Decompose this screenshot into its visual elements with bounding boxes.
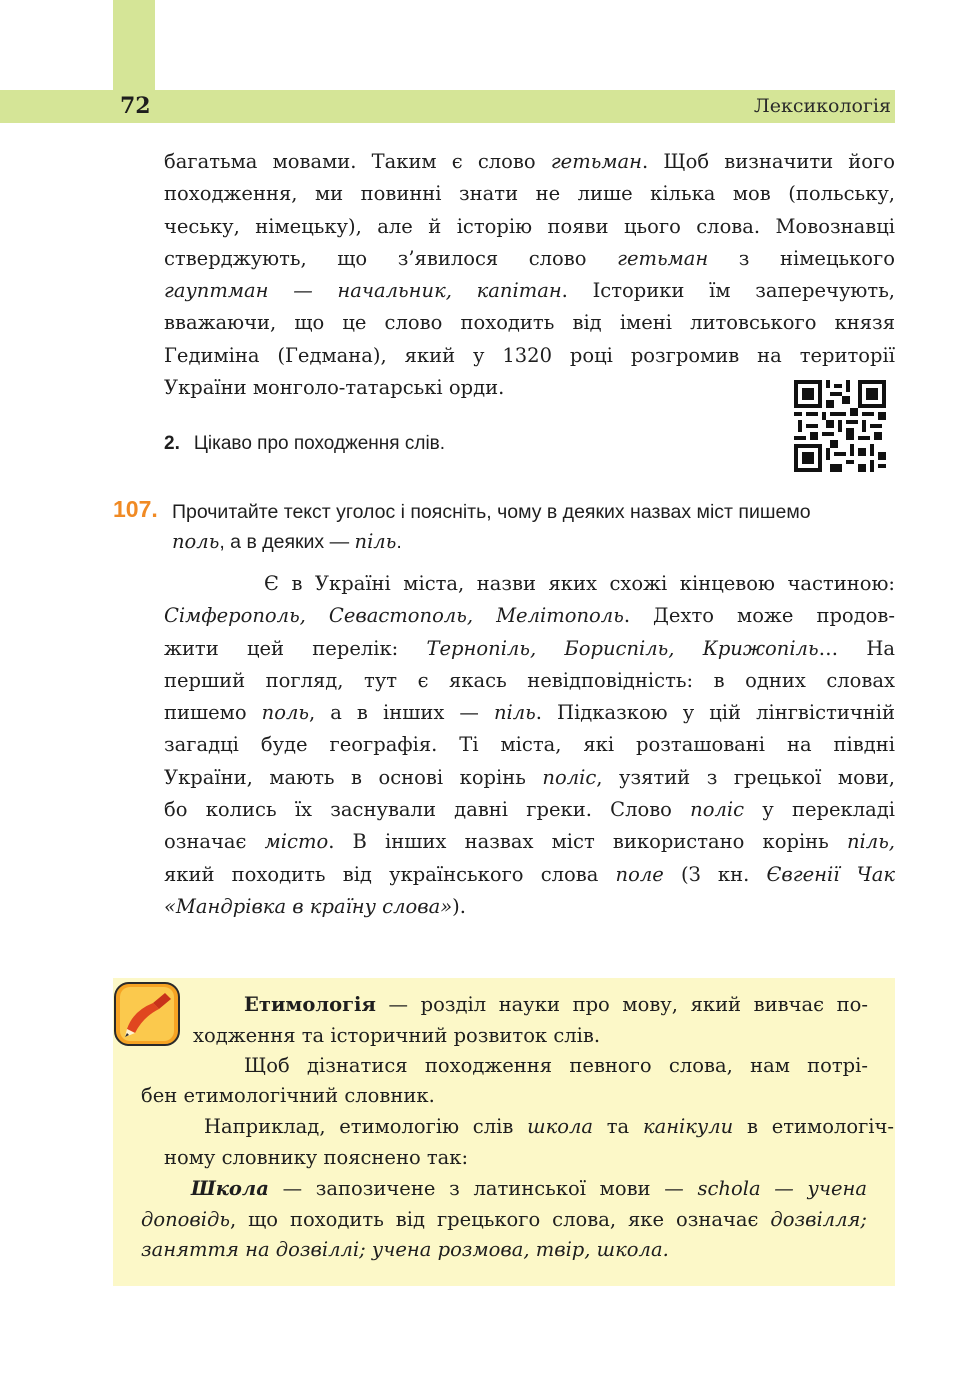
task-2-number: 2.	[164, 433, 180, 454]
text-line	[164, 697, 895, 729]
text-run: з німецького	[708, 246, 895, 270]
text-run: Гедиміна (Гедмана), який у 1320 році розгромив на території	[164, 343, 895, 367]
text-run: поліс	[690, 798, 745, 822]
task-2-text: Цікаво про походження слів.	[193, 433, 446, 454]
text-run: канікули	[642, 1115, 734, 1138]
text-run: школа	[527, 1115, 593, 1138]
text-run: Школа	[191, 1177, 269, 1200]
text-run: бен етимологічний словник.	[141, 1084, 435, 1107]
text-run: Наприклад, етимологію слів	[204, 1115, 528, 1138]
text-run: гетьман	[617, 246, 709, 270]
exercise-line	[172, 497, 896, 527]
text-line	[164, 146, 895, 178]
rule-box-line	[141, 1205, 867, 1236]
text-run: ходження та історичний розвиток слів.	[193, 1024, 601, 1047]
text-line	[164, 372, 895, 404]
text-run: пишемо	[164, 701, 262, 725]
text-run: ному словнику пояснено так:	[164, 1146, 469, 1169]
text-run: який походить від українського слова	[164, 862, 616, 886]
text-line	[164, 600, 895, 632]
text-run: — запозичене з латинської мови —	[268, 1177, 698, 1200]
text-run: — розділ науки про мову, який вивчає по-	[375, 993, 868, 1016]
text-run: дозвілля;	[770, 1208, 867, 1231]
text-run: .	[396, 531, 402, 553]
text-line	[164, 633, 895, 665]
text-run: загадці буде географія. Ті міста, які розташовані на півдні	[164, 733, 895, 757]
text-run: заняття на дозвіллі; учена розмова, твір, школа.	[141, 1238, 669, 1261]
text-run: Етимологія	[244, 993, 376, 1016]
text-run: . В інших назвах міст використано корінь	[328, 830, 847, 854]
text-run: , узятий з грецької мови,	[596, 765, 895, 789]
rule-box-line	[141, 1081, 435, 1112]
text-run: поль	[261, 701, 309, 725]
exercise-instruction	[172, 497, 896, 557]
exercise-line	[172, 527, 896, 557]
rule-box-line	[141, 1235, 669, 1266]
text-line	[164, 891, 895, 923]
text-run: поле	[615, 862, 664, 886]
text-run: поліс	[542, 765, 597, 789]
text-run: піль,	[846, 830, 896, 854]
text-line	[164, 762, 895, 794]
text-run: Щоб дізнатися походження певного слова, нам потрі-	[244, 1054, 868, 1077]
intro-paragraph	[164, 146, 895, 404]
text-line	[164, 729, 895, 761]
text-run: у перекладі	[744, 798, 895, 822]
text-line	[164, 859, 895, 891]
rule-box-line	[244, 990, 868, 1021]
text-line	[164, 307, 895, 339]
text-run: , а в деяких —	[219, 531, 355, 553]
text-run: , що походить від грецького слова, яке означає	[229, 1208, 771, 1231]
section-title: Лексикологія	[753, 95, 891, 117]
text-run: бо колись їх заснували давні греки. Слово	[164, 798, 691, 822]
text-run: піль	[493, 701, 536, 725]
text-run: ).	[452, 894, 466, 918]
text-run: гауптман — начальник, капітан	[164, 279, 562, 303]
text-run: поль	[172, 530, 220, 553]
text-line	[164, 340, 895, 372]
rule-box-line	[191, 1174, 867, 1205]
text-line	[164, 243, 895, 275]
story-paragraph	[164, 568, 895, 923]
text-run: Тернопіль, Бориспіль, Крижопіль	[426, 636, 819, 660]
rule-box-line	[204, 1112, 894, 1143]
text-run: походження, ми повинні знати не лише кілька мов (польську,	[164, 182, 895, 206]
text-line	[164, 665, 895, 697]
text-line	[164, 794, 895, 826]
task-2	[164, 433, 445, 455]
text-run: місто	[264, 830, 329, 854]
rule-box-line	[244, 1051, 868, 1082]
text-run: та	[593, 1115, 643, 1138]
text-run: . Щоб визначити його	[641, 150, 895, 173]
header-tab-strip	[113, 0, 155, 90]
qr-code-icon[interactable]	[794, 380, 886, 472]
text-line	[164, 568, 895, 600]
text-run: піль	[354, 530, 397, 553]
text-run: Є в Україні міста, назви яких схожі кінцевою частиною:	[164, 572, 895, 595]
text-run: означає	[164, 830, 265, 854]
text-run: Євгенії Чак	[766, 862, 895, 886]
text-line	[164, 211, 895, 243]
rule-box-line	[164, 1143, 468, 1174]
text-run: (З кн.	[663, 862, 767, 886]
text-run: гетьман	[550, 150, 642, 173]
pencil-note-icon	[113, 981, 181, 1047]
text-run: . Підказкою у цій лінгвістичній	[535, 701, 895, 725]
text-run: багатьма мовами. Таким є слово	[164, 150, 551, 173]
text-run: перший погляд, тут є якась невідповідність: в одних словах	[164, 668, 895, 692]
text-line	[164, 275, 895, 307]
text-run: , а в інших —	[308, 701, 494, 725]
text-run: в етимологіч-	[733, 1115, 895, 1138]
text-run: Сімферополь, Севастополь, Мелітополь	[164, 604, 624, 628]
text-run: «Мандрівка в країну слова»	[164, 894, 453, 918]
page-number: 72	[120, 93, 151, 119]
text-run: стверджують, що з’явилося слово	[164, 246, 618, 270]
text-run: schola — учена	[697, 1177, 867, 1200]
text-line	[164, 178, 895, 210]
exercise-number: 107.	[113, 496, 158, 522]
text-run: Прочитайте текст уголос і поясніть, чому в деяких назвах міст пишемо	[172, 501, 811, 523]
text-run: … На	[818, 636, 895, 660]
rule-box-line	[193, 1021, 600, 1052]
text-run: чеську, німецьку), але й історію появи цього слова. Мовознавці	[164, 214, 895, 238]
text-run: . Дехто може продов-	[623, 604, 895, 628]
text-run: вважаючи, що це слово походить від імені литовського князя	[164, 311, 895, 335]
text-run: України монголо-татарські орди.	[164, 376, 505, 400]
text-run: жити цей перелік:	[164, 636, 427, 660]
text-line	[164, 826, 895, 858]
text-run: України, мають в основі корінь	[164, 765, 543, 789]
text-run: доповідь	[141, 1208, 230, 1231]
text-run: . Історики їм заперечують,	[561, 279, 896, 303]
